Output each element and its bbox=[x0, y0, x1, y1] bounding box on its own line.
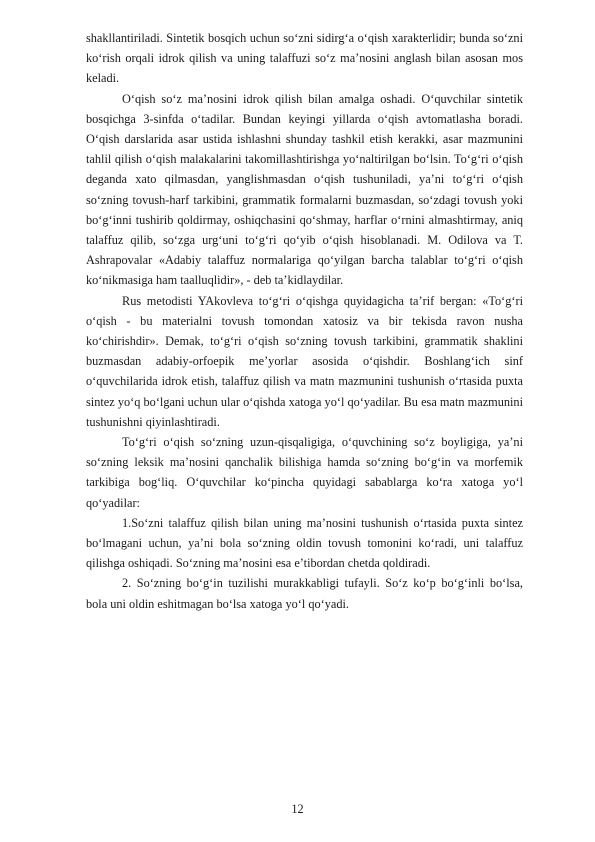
paragraph-reading-definition: O‘qish so‘z ma’nosini idrok qilish bilan amalga oshadi. O‘quvchilar sintetik bosqichga 3-sinfda o‘tadilar. Bundan keyingi yillarda o‘qish avtomatlasha boradi. O‘qish darslarida asar ustida ishlashni shunday tashkil etish kerakki, asar mazmunini tahlil qilish o‘qish malakalarini takomillashtirishga yo‘naltirilgan bo‘lsin. To‘g‘ri o‘qish deganda xato qilmasdan, yanglishmasdan o‘qish tushuniladi, ya’ni to‘g‘ri o‘qish so‘zning tovush-harf tarkibini, grammatik formalarni buzmasdan, so‘zdagi tovush yoki bo‘g‘inni tushirib qoldirmay, oshiqchasini qo‘shmay, harflar o‘rnini almashtirmay, aniq talaffuz qilib, so‘zga urg‘uni to‘g‘ri qo‘yib o‘qish hisoblanadi. M. Odilova va T. Ashrapovalar «Adabiy talaffuz normalariga qo‘yilgan barcha talablar to‘g‘ri o‘qish ko‘nikmasiga ham taalluqlidir», - deb ta’kidlaydilar. bbox=[86, 91, 523, 288]
paragraph-continuation: shakllantiriladi. Sintetik bosqich uchun so‘zni sidirg‘a o‘qish xarakterlidir; bunda so‘zni ko‘rish orqali idrok qilish va uning talaffuzi so‘z ma’nosini anglash bilan asosan mos keladi. bbox=[86, 31, 523, 86]
page-number: 12 bbox=[291, 802, 304, 816]
list-item-reason-1: 1.So‘zni talaffuz qilish bilan uning ma’nosini tushunish o‘rtasida puxta sintez bo‘lmagani uchun, ya’ni bola so‘zning oldin tovush tomonini ko‘radi, uni talaffuz qilishga oshiqadi. So‘zning ma’nosini esa e’tibordan chetda qoldiradi. bbox=[86, 515, 523, 571]
paragraph-reading-factors: To‘g‘ri o‘qish so‘zning uzun-qisqaligiga, o‘quvchining so‘z boyligiga, ya’ni so‘zning leksik ma’nosini qanchalik bilishiga hamda so‘zning bo‘g‘in va morfemik tarkibiga bog‘liq. O‘quvchilar ko‘pincha quyidagi sabablarga ko‘ra xatoga yo‘l qo‘yadilar: bbox=[86, 435, 523, 510]
paragraph-yakovleva-definition: Rus metodisti YAkovleva to‘g‘ri o‘qishga quyidagicha ta’rif bergan: «To‘g‘ri o‘qish - bu materialni tovush tomondan xatosiz va bir tekisda ravon nusha ko‘chirishdir». Demak, to‘g‘ri o‘qish so‘zning tovush tarkibini, grammatik shaklini buzmasdan adabiy-orfoepik me’yorlar asosida o‘qishdir. Boshlang‘ich sinf o‘quvchilarida idrok etish, talaffuz qilish va matn mazmunini tushunish o‘rtasida puxta sintez yo‘q bo‘lgani uchun ular o‘qishda xatoga yo‘l qo‘yadilar. Bu esa matn mazmunini tushunishni qiyinlashtiradi. bbox=[86, 293, 523, 429]
page-body bbox=[86, 28, 523, 614]
list-item-reason-2: 2. So‘zning bo‘g‘in tuzilishi murakkabligi tufayli. So‘z ko‘p bo‘g‘inli bo‘lsa, bola uni oldin eshitmagan bo‘lsa xatoga yo‘l qo‘yadi. bbox=[86, 576, 523, 611]
